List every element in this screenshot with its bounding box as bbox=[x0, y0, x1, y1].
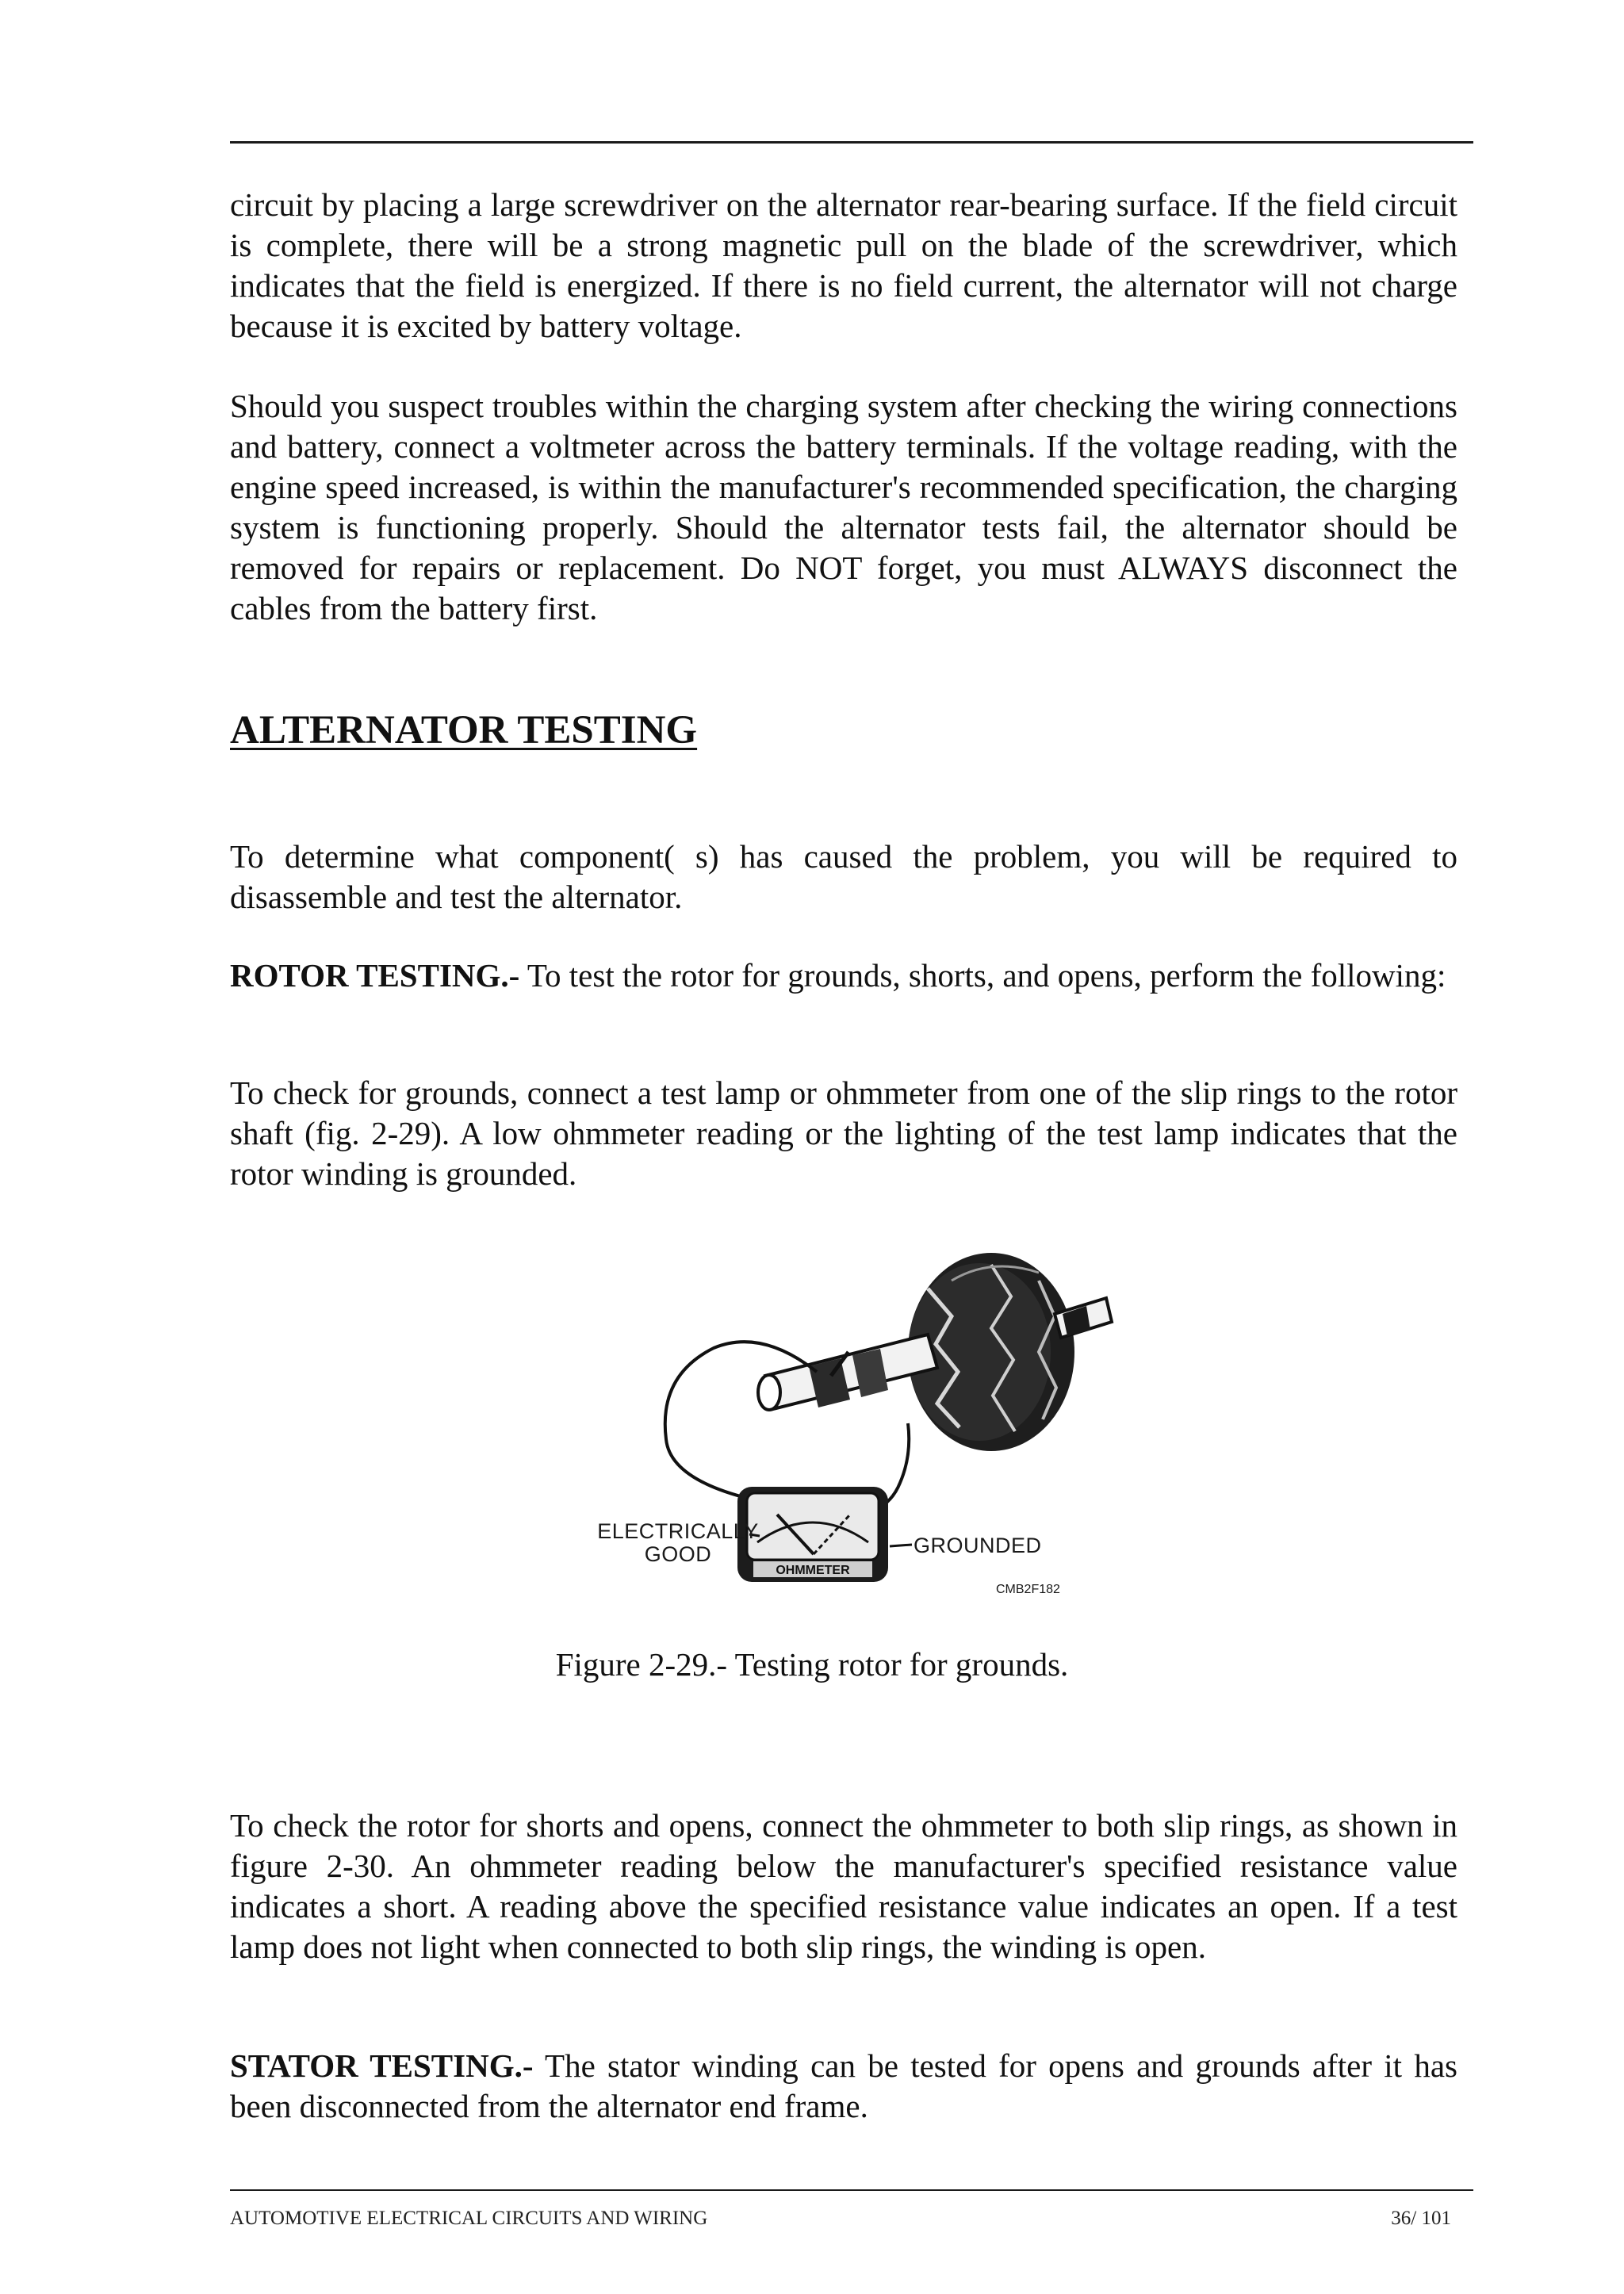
stator-testing-text: The stator winding can be tested for opens and grounds after it has been disconnected from the alternator end frame. bbox=[230, 2047, 1457, 2124]
paragraph-rotor-testing bbox=[230, 956, 1457, 996]
paragraph-check-grounds: To check for grounds, connect a test lamp or ohmmeter from one of the slip rings to the rotor shaft (fig. 2-29). A low ohmmeter reading or the lighting of the test lamp indicates that the rotor winding is grounded. bbox=[230, 1074, 1457, 1192]
header-rule bbox=[230, 141, 1473, 144]
stator-testing-lead: STATOR TESTING.- bbox=[230, 2047, 534, 2084]
rotor-ground-test-figure bbox=[579, 1241, 1118, 1614]
paragraph-field-circuit: circuit by placing a large screwdriver on the alternator rear-bearing surface. If the field circuit is complete, there will be a strong magnetic pull on the blade of the screwdriver, which indicates that the field is energized. If there is no field current, the alternator will not charge because it is excited by battery voltage. bbox=[230, 186, 1457, 344]
paragraph-charging-system: Should you suspect troubles within the charging system after checking the wiring connections and battery, connect a voltmeter across the battery terminals. If the voltage reading, with the engine speed increased, is within the manufacturer's recommended specification, the charging system is functioning properly. Should the alternator tests fail, the alternator should be removed for repairs or replacement. Do NOT forget, you must ALWAYS disconnect the cables from the battery first. bbox=[230, 388, 1457, 626]
paragraph-shorts-opens: To check the rotor for shorts and opens, connect the ohmmeter to both slip rings, as shown in figure 2-30. An ohmmeter reading below the manufacturer's specified resistance value indicates a short. A reading above the specified resistance value indicates an open. If a test lamp does not light when connected to both slip rings, the winding is open. bbox=[230, 1807, 1457, 1965]
section-heading: ALTERNATOR TESTING bbox=[230, 708, 698, 753]
paragraph-intro: To determine what component( s) has caused the problem, you will be required to disassemble and test the alternator. bbox=[230, 838, 1457, 915]
rotor-testing-lead: ROTOR TESTING.- bbox=[230, 957, 520, 994]
footer-title: AUTOMOTIVE ELECTRICAL CIRCUITS AND WIRING bbox=[230, 2208, 708, 2229]
label-grounded: GROUNDED bbox=[914, 1534, 1042, 1557]
label-good-line1: ELECTRICALLY bbox=[597, 1519, 759, 1543]
grounded-pointer bbox=[890, 1545, 912, 1546]
label-good-line2: GOOD bbox=[644, 1542, 712, 1566]
figure-code: CMB2F182 bbox=[996, 1583, 1060, 1596]
paragraph-stator-testing bbox=[230, 2046, 1457, 2127]
page-number: 36/ 101 bbox=[1391, 2208, 1451, 2229]
label-electrically-good bbox=[587, 1520, 769, 1566]
rotor-testing-text: To test the rotor for grounds, shorts, and opens, perform the following: bbox=[519, 957, 1446, 994]
footer-rule bbox=[230, 2189, 1473, 2191]
ohmmeter-label: OHMMETER bbox=[776, 1564, 850, 1577]
figure-caption: Figure 2-29.- Testing rotor for grounds. bbox=[555, 1646, 1069, 1683]
